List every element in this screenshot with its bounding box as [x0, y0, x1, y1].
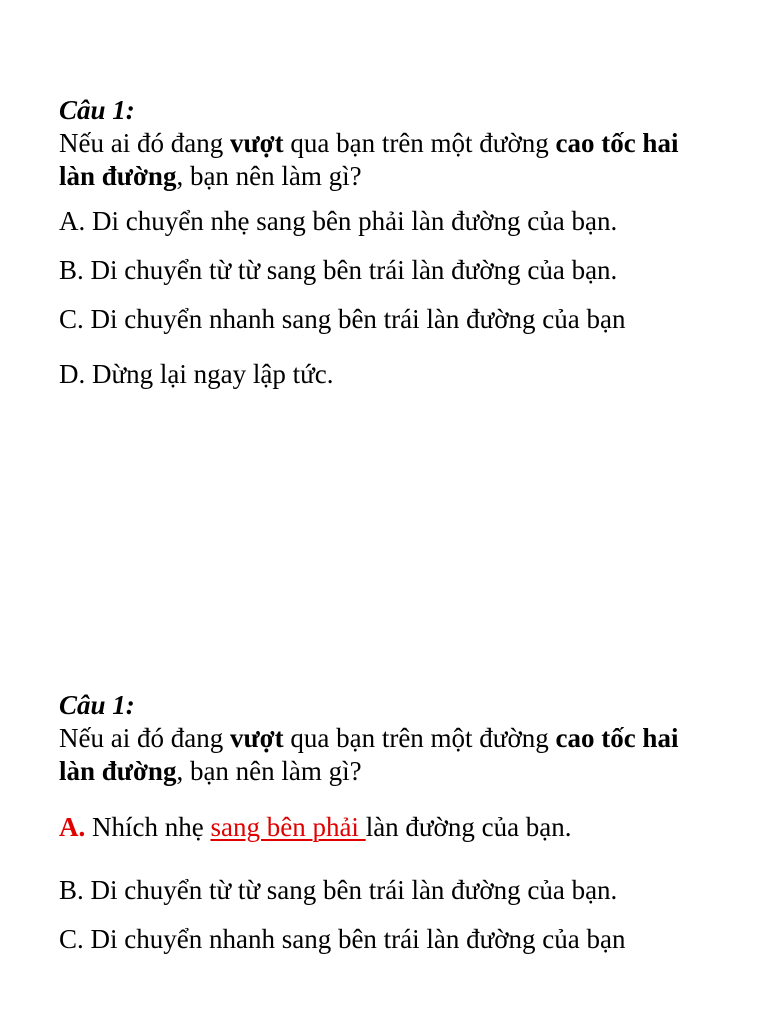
question-bold-term: vượt	[229, 723, 284, 753]
answer-option-c: C. Di chuyển nhanh sang bên trái làn đường của bạn	[59, 304, 626, 334]
answer-option-c: C. Di chuyển nhanh sang bên trái làn đường của bạn	[59, 924, 626, 954]
question-text-part: Nếu ai đó đang	[59, 723, 230, 753]
answer-text-part: Nhích nhẹ	[85, 812, 211, 842]
question-text	[59, 127, 709, 193]
question-title: Câu 1:	[59, 690, 135, 720]
question-bold-term: cao tốc hai làn đường	[59, 128, 679, 191]
question-block-2	[59, 689, 709, 956]
question-bold-term: vượt	[229, 128, 284, 158]
question-title: Câu 1:	[59, 95, 135, 125]
answer-letter-highlighted: A.	[59, 812, 86, 842]
question-text-part: , bạn nên làm gì?	[176, 756, 362, 786]
question-text-part: , bạn nên làm gì?	[176, 161, 362, 191]
answer-option-a-correct	[59, 811, 709, 844]
answer-option-b: B. Di chuyển từ từ sang bên trái làn đường của bạn.	[59, 875, 618, 905]
question-text	[59, 722, 709, 788]
question-text-part: qua bạn trên một đường	[283, 723, 556, 753]
answer-option-d: D. Dừng lại ngay lập tức.	[59, 359, 334, 389]
question-text-part: qua bạn trên một đường	[283, 128, 556, 158]
answer-underlined-phrase: sang bên phải	[210, 812, 366, 842]
answer-option-b: B. Di chuyển từ từ sang bên trái làn đường của bạn.	[59, 255, 618, 285]
question-bold-term: cao tốc hai làn đường	[59, 723, 679, 786]
question-block-1	[59, 94, 709, 391]
answer-option-a: A. Di chuyển nhẹ sang bên phải làn đường của bạn.	[59, 206, 618, 236]
answer-text-part: làn đường của bạn.	[365, 812, 572, 842]
question-text-part: Nếu ai đó đang	[59, 128, 230, 158]
